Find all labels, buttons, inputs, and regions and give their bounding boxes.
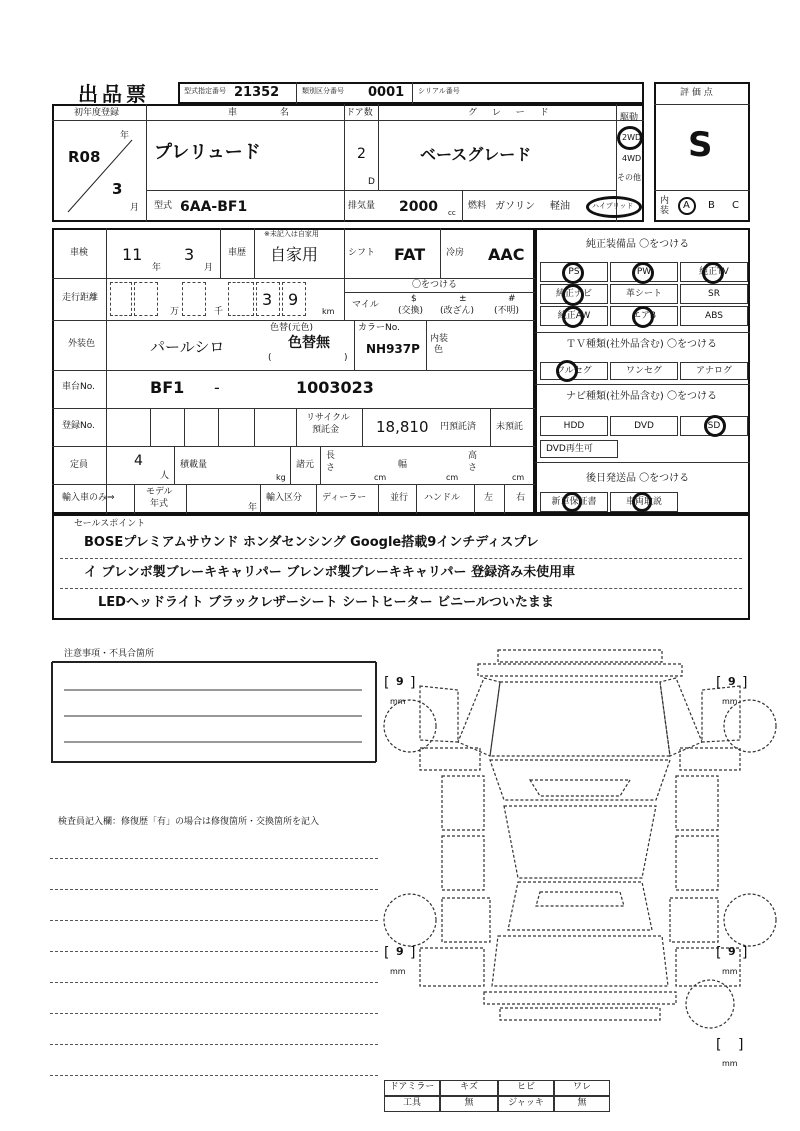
history-label: 車歴 (228, 248, 247, 258)
mileage-km: km (322, 307, 335, 316)
inspector-line (50, 1075, 378, 1076)
fuel-hybrid: ハイブリッド (592, 202, 634, 210)
nav-title: ナビ種類(社外品含む) 〇をつける (566, 391, 717, 402)
tire-fr-unit: mm (722, 697, 738, 706)
chassis-dash: - (214, 378, 220, 397)
displacement-value: 2000 (399, 199, 438, 215)
interior-grade-a: A (683, 200, 690, 211)
insp-year-unit: 年 (152, 263, 162, 273)
dims-label: 諸元 (296, 460, 315, 470)
score-label: 評 価 点 (680, 88, 713, 98)
equipment-circle (562, 262, 584, 284)
tire-rr-value: 9 (728, 945, 736, 958)
capacity-value: 4 (134, 453, 143, 469)
tv-title: ＴＶ種類(社外品含む) 〇をつける (566, 339, 717, 350)
interior-a-circle (678, 197, 696, 215)
recycle-not: 未預託 (496, 422, 524, 432)
mileage-unknown: (不明) (494, 306, 520, 316)
mileage-mile: マイル (352, 300, 379, 310)
inspector-line (50, 951, 378, 952)
width-label: 幅 (398, 460, 408, 470)
tire-rl-bracket: [ (384, 945, 390, 961)
chassis-prefix: BF1 (150, 378, 185, 397)
mileage-digit-2: 9 (288, 290, 299, 309)
mileage-digit-1: 3 (262, 290, 273, 309)
repaint-value: 色替無 (288, 335, 330, 351)
import-label: 輸入車のみ⇒ (62, 493, 115, 503)
equipment-item: 純正ナビ (555, 289, 592, 299)
car-damage-diagram (380, 630, 780, 1053)
drive-2wd-circle (617, 126, 643, 150)
tire-fr-bracket-close: ] (742, 675, 748, 691)
handle-right: 右 (516, 493, 526, 503)
mileage-altered-top: ± (459, 294, 467, 304)
insp-month-unit: 月 (204, 263, 214, 273)
reg-no-label: 登録No. (62, 421, 95, 431)
import-parallel: 並行 (390, 493, 409, 503)
color-no-label: カラーNo. (358, 323, 400, 333)
nav-item: DVD (634, 421, 654, 431)
drive-other: その他 (617, 173, 641, 182)
equipment-item: PW (636, 267, 652, 277)
type-no-value: 21352 (234, 85, 280, 100)
tire-spare-bracket-close: ] (738, 1037, 744, 1053)
details-box (52, 228, 535, 514)
mileage-sen: 千 (214, 307, 224, 317)
equipment-title: 純正装備品 〇をつける (586, 239, 690, 250)
model-year-label: モデル (146, 487, 173, 497)
width-cm: cm (446, 473, 459, 482)
recycle-value: 18,810 (376, 418, 429, 436)
tire-fr-value: 9 (728, 675, 736, 688)
mileage-altered: (改ざん) (440, 306, 475, 316)
equipment-circle (562, 284, 584, 306)
equipment-circle (702, 262, 724, 284)
model-label: 型式 (154, 201, 173, 211)
color-no-value: NH937P (366, 342, 420, 356)
inspector-label: 検査員記入欄：修復歴「有」の場合は修復箇所・交換箇所を記入 (58, 817, 320, 827)
legend-value: 無 (577, 1098, 587, 1108)
car-name-value: プレリュード (154, 142, 261, 163)
nav-item: SD (707, 421, 721, 431)
fuel-label: 燃料 (468, 201, 487, 211)
equipment-circle (632, 306, 654, 328)
equipment-item: エアB (631, 311, 657, 321)
fuel-diesel: 軽油 (550, 201, 570, 212)
interior-grade-b: B (708, 200, 715, 211)
drive-4wd: 4WD (622, 154, 642, 163)
class-no-value: 0001 (368, 85, 405, 100)
inspector-line (50, 920, 378, 921)
length-cm: cm (374, 473, 387, 482)
score-value: S (688, 125, 713, 165)
repaint-label: 色替(元色) (270, 323, 314, 333)
equipment-circle (632, 262, 654, 284)
height-label: 高 (468, 451, 478, 461)
interior-grade-c: C (732, 200, 739, 211)
model-value: 6AA-BF1 (180, 199, 248, 215)
load-label: 積載量 (180, 460, 208, 470)
recycle-label: リサイクル (306, 413, 350, 423)
tv-item: アナログ (695, 366, 732, 376)
serial-label: シリアル番号 (418, 87, 460, 95)
load-unit: kg (276, 473, 286, 482)
mileage-unknown-top: # (508, 294, 516, 304)
displacement-label: 排気量 (348, 201, 376, 211)
equipment-item: 純正AW (557, 311, 591, 321)
tire-rr-bracket: [ (716, 945, 722, 961)
later-item: 車両取説 (625, 497, 662, 507)
length-label-2: さ (326, 463, 336, 473)
later-item: 新車保証書 (551, 497, 597, 507)
legend-header: ヒビ (516, 1082, 535, 1092)
equipment-item: ABS (705, 311, 723, 321)
equipment-item: 純正TV (699, 267, 729, 277)
inspector-line (50, 982, 378, 983)
tv-circle (556, 360, 578, 382)
equipment-item: 革シート (625, 289, 662, 299)
ac-value: AAC (488, 245, 525, 264)
inspector-line (50, 1013, 378, 1014)
mileage-mark-label: 〇をつける (412, 280, 458, 290)
recycle-done: 円預託済 (440, 422, 477, 432)
exterior-value: パールシロ (150, 338, 225, 356)
later-title: 後日発送品 〇をつける (586, 473, 690, 484)
legend-header: キズ (460, 1082, 478, 1092)
sales-label: セールスポイント (74, 519, 146, 529)
type-no-label: 型式指定番号 (184, 87, 226, 95)
repaint-paren-close: ) (344, 353, 348, 363)
legend-header: ワレ (572, 1082, 591, 1092)
import-type-label: 輸入区分 (266, 493, 303, 503)
door-label: ドア数 (346, 108, 373, 118)
tire-fr-bracket: [ (716, 675, 722, 691)
mileage-label: 走行距離 (62, 293, 99, 303)
inspection-label: 車検 (70, 248, 89, 258)
drive-2wd: 2WD (622, 133, 642, 142)
tire-fl-bracket: [ (384, 675, 390, 691)
drive-label: 駆動 (620, 113, 639, 123)
sales-line-1: BOSEプレミアムサウンド ホンダセンシング Google搭載9インチディスプレ (84, 535, 539, 550)
chassis-number: 1003023 (296, 378, 374, 397)
date-slash (60, 136, 140, 216)
mileage-exchange-top: $ (411, 294, 417, 304)
capacity-label: 定員 (70, 460, 89, 470)
legend-header: ドアミラー (389, 1082, 435, 1092)
length-label: 長 (326, 451, 336, 461)
grade-label: グ レ ー ド (468, 108, 555, 118)
handle-label: ハンドル (424, 493, 461, 503)
inspector-line (50, 1044, 378, 1045)
tire-spare-unit: mm (722, 1059, 738, 1068)
first-reg-month: 3 (112, 180, 123, 198)
handle-left: 左 (484, 493, 494, 503)
tv-item: ワンセグ (625, 366, 662, 376)
later-circle (632, 492, 652, 512)
month-unit: 月 (130, 203, 140, 213)
door-count: 2 (357, 146, 366, 162)
tire-spare-bracket: [ (716, 1037, 722, 1053)
ac-label: 冷房 (446, 248, 465, 258)
mileage-exchange: (交換) (398, 306, 424, 316)
sales-line-2: イ ブレンボ製ブレーキキャリパー ブレンボ製ブレーキキャリパー 登録済み未使用車 (84, 565, 576, 580)
inspector-line (50, 889, 378, 890)
car-name-label: 車 名 (228, 108, 309, 118)
tv-item: フルセグ (556, 366, 592, 376)
year-unit: 年 (120, 131, 130, 141)
grade-value: ベースグレード (420, 145, 532, 164)
tire-rr-unit: mm (722, 967, 738, 976)
later-circle (562, 492, 582, 512)
interior-color-label: 内装 (430, 334, 449, 344)
model-year-label-2: 年式 (150, 499, 169, 509)
shift-value: FAT (394, 245, 426, 264)
legend-value: ジャッキ (508, 1098, 544, 1108)
import-dealer: ディーラー (322, 493, 367, 503)
interior-label: 内装 (660, 196, 670, 216)
tire-fl-bracket-close: ] (410, 675, 416, 691)
recycle-label-2: 預託金 (312, 425, 340, 435)
tire-fl-unit: mm (390, 697, 406, 706)
sales-line-3: LEDヘッドライト ブラックレザーシート シートヒーター ビニールついたまま (98, 595, 554, 610)
height-cm: cm (512, 473, 525, 482)
repaint-paren-open: ( (268, 353, 272, 363)
first-reg-label: 初年度登録 (74, 108, 120, 118)
tire-rl-value: 9 (396, 945, 404, 958)
caution-label: 注意事項・不具合箇所 (64, 649, 155, 659)
cc-unit: cc (448, 209, 456, 217)
equipment-item: SR (708, 289, 720, 299)
page-title: 出品票 (78, 82, 150, 106)
tire-rl-bracket-close: ] (410, 945, 416, 961)
mileage-man: 万 (170, 307, 180, 317)
shift-label: シフト (348, 248, 376, 258)
exterior-label: 外装色 (68, 339, 96, 349)
interior-color-label-2: 色 (434, 345, 444, 355)
height-label-2: さ (468, 463, 478, 473)
tire-rr-bracket-close: ] (742, 945, 748, 961)
capacity-unit: 人 (160, 471, 170, 481)
history-note: ※未記入は自家用 (264, 230, 319, 238)
chassis-label: 車台No. (62, 382, 95, 392)
legend-value: 工具 (402, 1098, 421, 1108)
nav-circle (704, 415, 726, 437)
inspection-month: 3 (184, 245, 195, 264)
history-value: 自家用 (270, 245, 319, 264)
tire-fl-value: 9 (396, 675, 404, 688)
class-no-label: 類別区分番号 (302, 87, 344, 95)
model-year-unit: 年 (248, 503, 258, 513)
legend-value: 無 (464, 1098, 474, 1108)
equipment-circle (562, 306, 584, 328)
inspection-year: 11 (122, 245, 143, 264)
fuel-hybrid-circle (586, 196, 642, 218)
door-d: D (368, 177, 375, 187)
dvd-playback: DVD再生可 (546, 444, 593, 454)
inspector-line (50, 858, 378, 859)
fuel-gasoline: ガソリン (495, 201, 535, 212)
first-reg-year: R08 (68, 148, 101, 166)
tire-rl-unit: mm (390, 967, 406, 976)
equipment-item: PS (568, 267, 580, 277)
nav-item: HDD (563, 421, 585, 431)
caution-area (46, 656, 382, 768)
